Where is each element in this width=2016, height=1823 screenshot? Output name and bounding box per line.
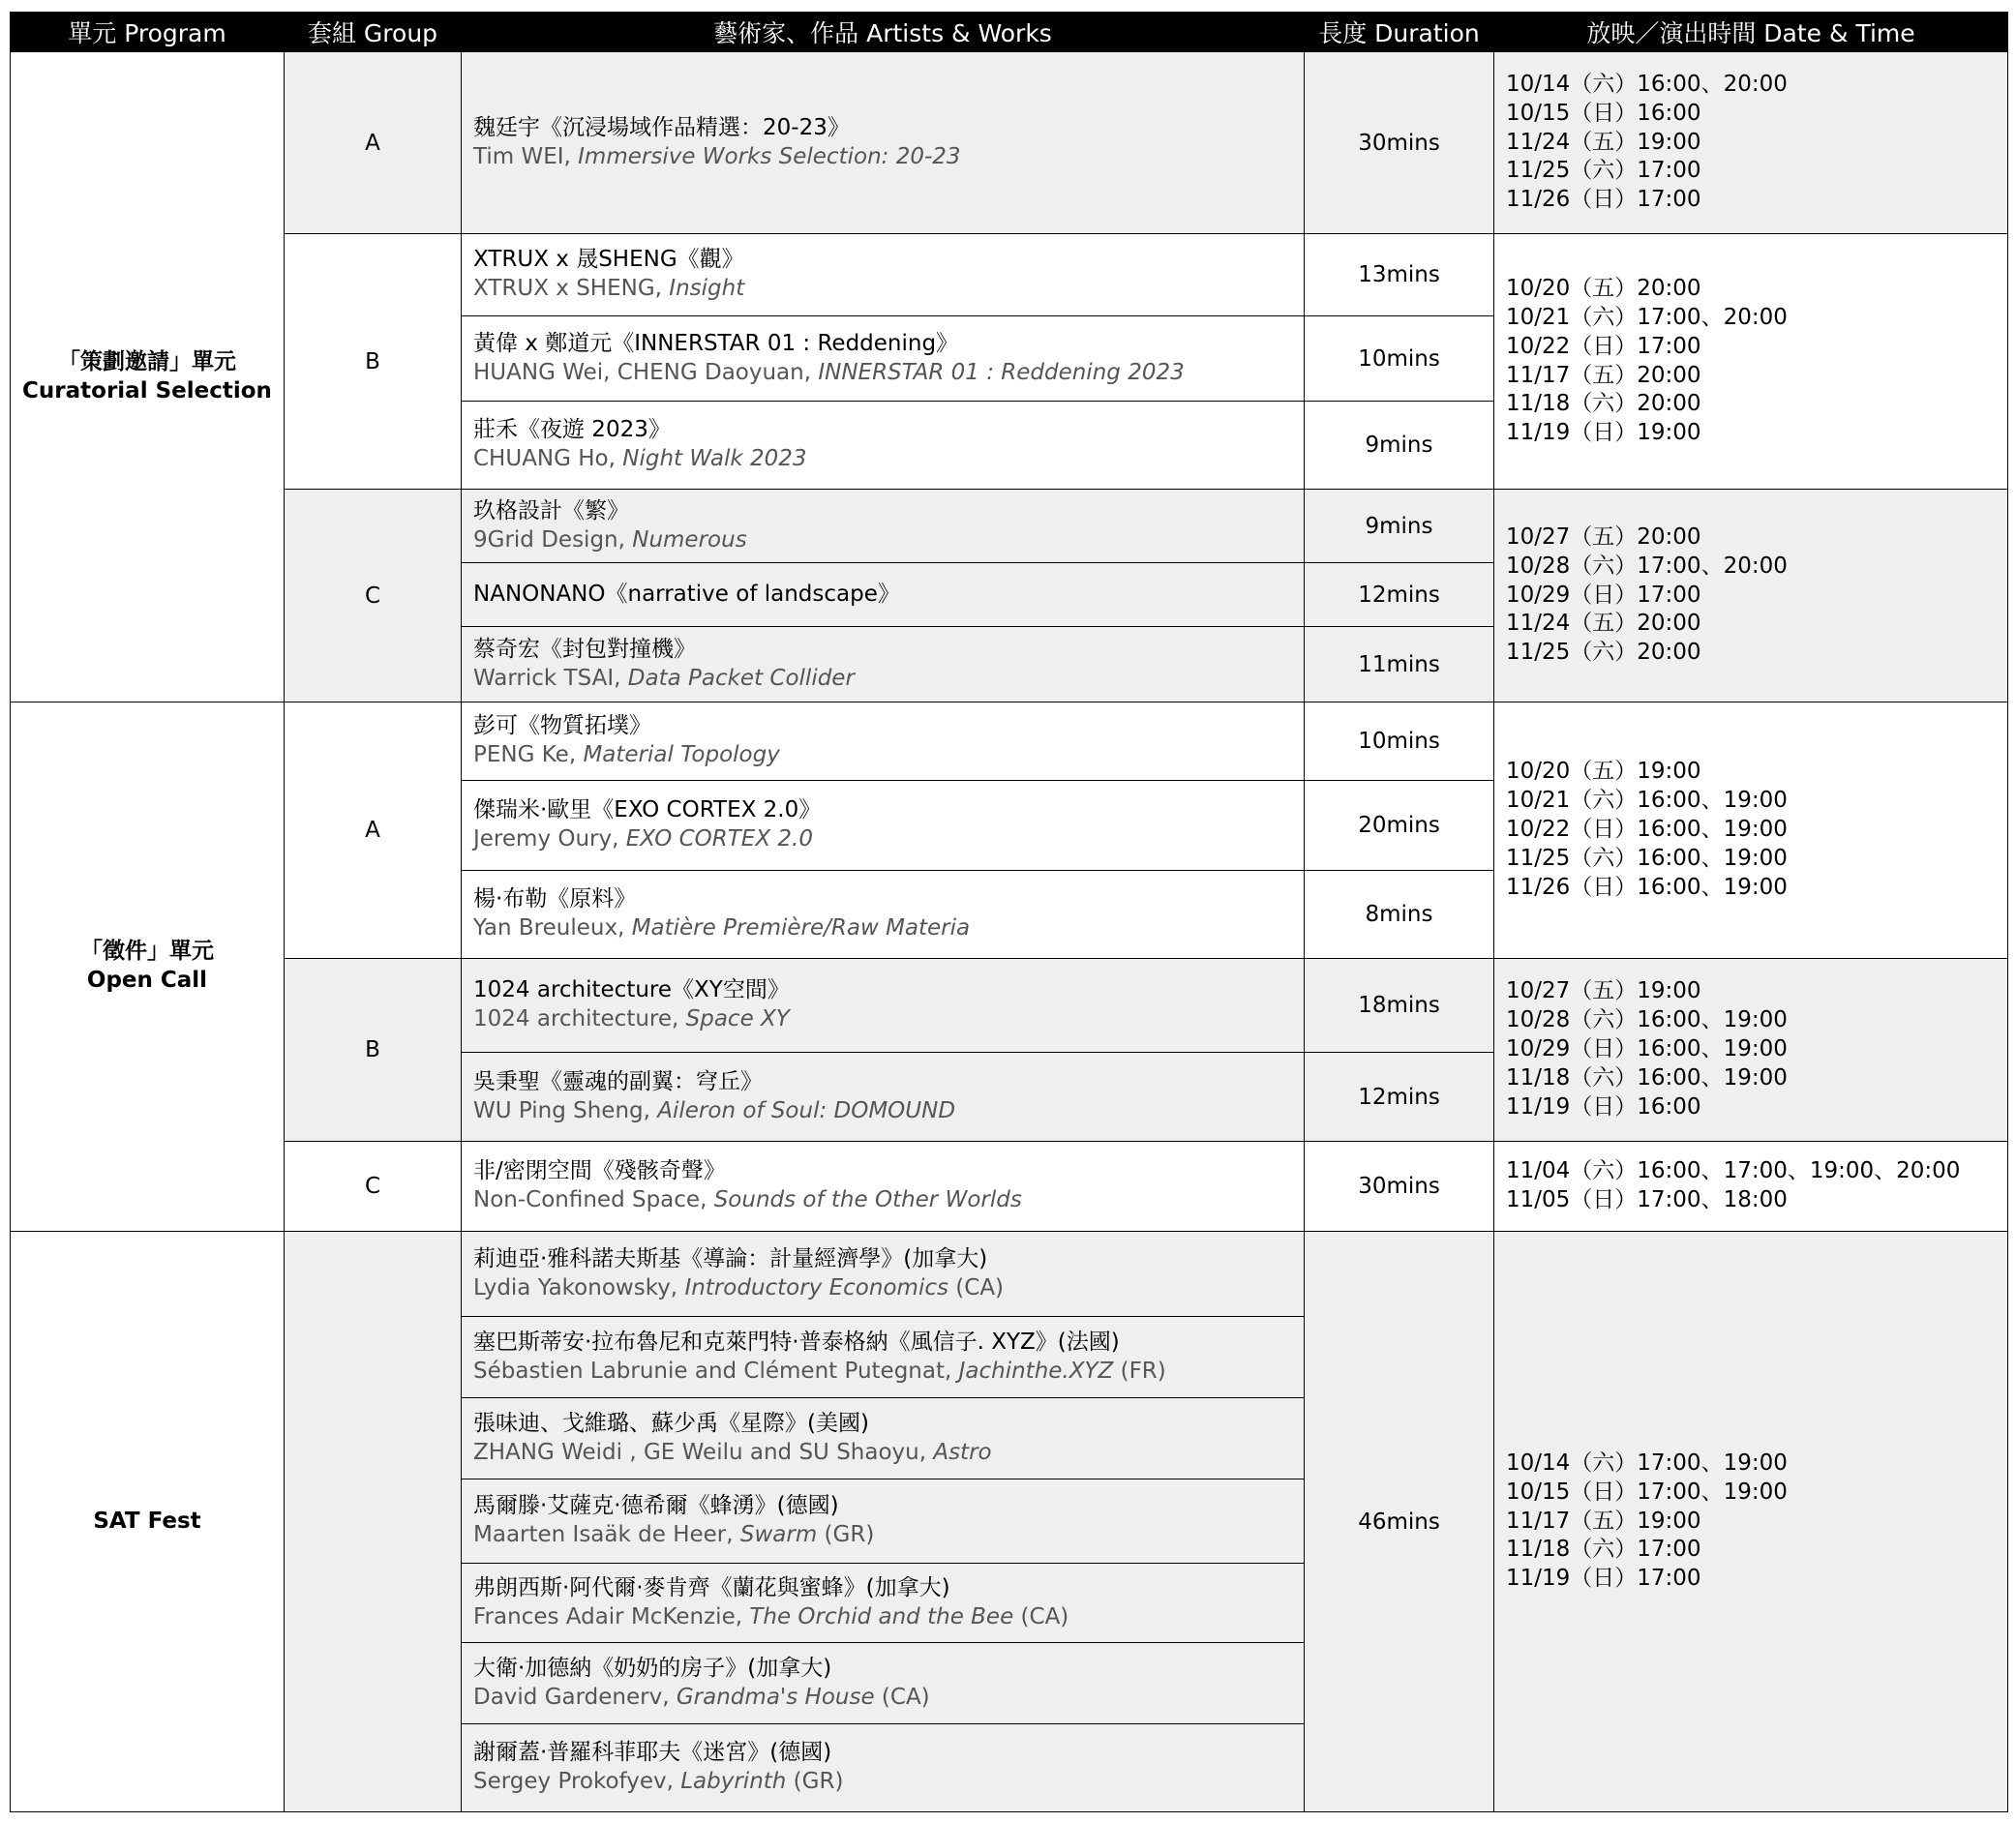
header-group: 套組 Group bbox=[285, 13, 462, 52]
date-line: 11/18（六）16:00、19:00 bbox=[1506, 1064, 1788, 1091]
duration-cell: 46mins bbox=[1305, 1232, 1494, 1812]
work-title-en bbox=[473, 1521, 1304, 1550]
table-row bbox=[11, 1142, 2008, 1232]
work-name-en: Matière Première/Raw Materia bbox=[631, 915, 971, 941]
date-line: 11/17（五）20:00 bbox=[1506, 362, 1701, 388]
date-line: 10/14（六）16:00、20:00 bbox=[1506, 71, 1788, 97]
country-code: (FR) bbox=[1113, 1358, 1166, 1384]
duration-cell: 30mins bbox=[1305, 52, 1494, 234]
artist-name-en: Tim WEI, bbox=[473, 143, 579, 169]
program-cell-satfest bbox=[11, 1232, 285, 1812]
program-name-en: Curatorial Selection bbox=[22, 377, 272, 403]
duration-cell: 13mins bbox=[1305, 234, 1494, 316]
work-name-en: Space XY bbox=[685, 1006, 790, 1031]
date-line: 10/21（六）16:00、19:00 bbox=[1506, 788, 1788, 814]
date-line: 10/15（日）17:00、19:00 bbox=[1506, 1479, 1788, 1505]
table-row bbox=[11, 234, 2008, 316]
table-row bbox=[11, 52, 2008, 234]
program-name-en: SAT Fest bbox=[93, 1508, 201, 1534]
group-cell: A bbox=[285, 702, 462, 959]
artist-name-en: Frances Adair McKenzie, bbox=[473, 1603, 750, 1629]
date-line: 10/29（日）16:00、19:00 bbox=[1506, 1036, 1788, 1062]
header-datetime: 放映／演出時間 Date & Time bbox=[1494, 13, 2008, 52]
work-title-en bbox=[473, 359, 1304, 388]
work-name-en: Labyrinth bbox=[680, 1769, 787, 1794]
duration-cell: 11mins bbox=[1305, 627, 1494, 702]
work-title-en bbox=[473, 275, 1304, 304]
duration-cell: 9mins bbox=[1305, 490, 1494, 563]
table-row bbox=[11, 702, 2008, 781]
date-line: 10/28（六）16:00、19:00 bbox=[1506, 1007, 1788, 1033]
artist-name-en: Sergey Prokofyev, bbox=[473, 1769, 681, 1794]
work-title-zh: 張味迪、戈維璐、蘇少禹《星際》(美國) bbox=[473, 1410, 869, 1436]
country-code: (CA) bbox=[874, 1684, 930, 1710]
work-name-en: Grandma's House bbox=[676, 1684, 875, 1710]
work-title-zh: 馬爾滕·艾薩克·德希爾《蜂湧》(德國) bbox=[473, 1493, 839, 1519]
work-title-en bbox=[473, 1097, 1304, 1126]
artist-name-en: 1024 architecture, bbox=[473, 1006, 686, 1031]
header-works: 藝術家、作品 Artists & Works bbox=[462, 13, 1305, 52]
date-line: 11/18（六）20:00 bbox=[1506, 391, 1701, 417]
duration-cell: 8mins bbox=[1305, 871, 1494, 959]
artist-name-en: HUANG Wei, CHENG Daoyuan, bbox=[473, 359, 819, 385]
datetime-cell bbox=[1494, 490, 2008, 702]
work-title-zh: 黃偉 x 鄭道元《INNERSTAR 01 : Reddening》 bbox=[473, 330, 959, 356]
work-title-en bbox=[473, 1358, 1304, 1387]
country-code: (CA) bbox=[1013, 1603, 1069, 1629]
work-title-en bbox=[473, 1274, 1304, 1303]
header-duration: 長度 Duration bbox=[1305, 13, 1494, 52]
work-name-en: Insight bbox=[669, 276, 745, 301]
country-code: (CA) bbox=[948, 1274, 1005, 1300]
duration-cell: 20mins bbox=[1305, 781, 1494, 871]
date-line: 10/21（六）17:00、20:00 bbox=[1506, 304, 1788, 330]
work-title-zh: NANONANO《narrative of landscape》 bbox=[473, 581, 900, 607]
date-line: 10/28（六）17:00、20:00 bbox=[1506, 553, 1788, 579]
artist-name-en: Non-Confined Space, bbox=[473, 1187, 714, 1212]
schedule-table bbox=[10, 12, 2008, 1812]
group-cell: C bbox=[285, 1142, 462, 1232]
work-title-en bbox=[473, 445, 1304, 474]
work-cell bbox=[462, 1232, 1305, 1317]
work-cell bbox=[462, 781, 1305, 871]
date-line: 11/19（日）19:00 bbox=[1506, 420, 1701, 446]
datetime-cell bbox=[1494, 959, 2008, 1142]
artist-name-en: PENG Ke, bbox=[473, 742, 584, 767]
work-cell bbox=[462, 1479, 1305, 1564]
work-title-zh: 魏廷宇《沉浸場域作品精選：20-23》 bbox=[473, 114, 850, 140]
work-title-en bbox=[473, 665, 1304, 694]
date-line: 10/22（日）16:00、19:00 bbox=[1506, 817, 1788, 843]
work-title-zh: 玖格設計《繁》 bbox=[473, 497, 629, 523]
datetime-cell bbox=[1494, 234, 2008, 490]
work-name-en: The Orchid and the Bee bbox=[749, 1603, 1014, 1629]
artist-name-en: XTRUX x SHENG, bbox=[473, 276, 670, 301]
datetime-cell bbox=[1494, 702, 2008, 959]
work-cell bbox=[462, 1317, 1305, 1398]
artist-name-en: Lydia Yakonowsky, bbox=[473, 1274, 685, 1300]
work-title-zh: XTRUX x 晟SHENG《觀》 bbox=[473, 247, 744, 273]
work-cell bbox=[462, 1724, 1305, 1812]
work-title-zh: 弗朗西斯·阿代爾·麥肯齊《蘭花與蜜蜂》(加拿大) bbox=[473, 1574, 950, 1600]
work-cell bbox=[462, 1053, 1305, 1142]
group-cell: B bbox=[285, 959, 462, 1142]
header-program: 單元 Program bbox=[11, 13, 285, 52]
work-cell bbox=[462, 627, 1305, 702]
group-cell: B bbox=[285, 234, 462, 490]
work-title-en bbox=[473, 914, 1304, 943]
work-name-en: INNERSTAR 01 : Reddening 2023 bbox=[818, 359, 1185, 385]
duration-cell: 18mins bbox=[1305, 959, 1494, 1053]
group-cell: C bbox=[285, 490, 462, 702]
work-title-en bbox=[473, 526, 1304, 555]
date-line: 11/18（六）17:00 bbox=[1506, 1537, 1701, 1563]
work-title-zh: 非/密閉空間《殘骸奇聲》 bbox=[473, 1158, 726, 1184]
work-cell bbox=[462, 316, 1305, 402]
date-line: 11/26（日）16:00、19:00 bbox=[1506, 874, 1788, 900]
work-cell bbox=[462, 1398, 1305, 1479]
date-line: 11/26（日）17:00 bbox=[1506, 187, 1701, 213]
datetime-cell bbox=[1494, 52, 2008, 234]
date-line: 11/24（五）20:00 bbox=[1506, 611, 1701, 637]
work-title-zh: 莉迪亞·雅科諾夫斯基《導論：計量經濟學》(加拿大) bbox=[473, 1245, 988, 1271]
date-line: 10/20（五）20:00 bbox=[1506, 275, 1701, 301]
date-line: 10/22（日）17:00 bbox=[1506, 333, 1701, 359]
artist-name-en: Warrick TSAI, bbox=[473, 665, 628, 691]
work-name-en: Swarm bbox=[739, 1522, 818, 1547]
work-cell bbox=[462, 959, 1305, 1053]
work-title-en bbox=[473, 1768, 1304, 1797]
date-line: 10/27（五）19:00 bbox=[1506, 978, 1701, 1004]
work-title-zh: 大衛·加德納《奶奶的房子》(加拿大) bbox=[473, 1655, 832, 1681]
work-cell bbox=[462, 490, 1305, 563]
date-line: 11/19（日）17:00 bbox=[1506, 1566, 1701, 1592]
work-title-en bbox=[473, 143, 1304, 172]
date-line: 11/04（六）16:00、17:00、19:00、20:00 bbox=[1506, 1158, 1961, 1184]
program-name-en: Open Call bbox=[86, 968, 208, 993]
date-line: 10/14（六）17:00、19:00 bbox=[1506, 1449, 1788, 1476]
work-name-en: Material Topology bbox=[583, 742, 780, 767]
work-name-en: Immersive Works Selection: 20-23 bbox=[578, 143, 961, 169]
program-name-zh: 「徵件」單元 bbox=[80, 939, 214, 965]
program-cell-curatorial bbox=[11, 52, 285, 702]
artist-name-en: CHUANG Ho, bbox=[473, 446, 623, 471]
work-name-en: Astro bbox=[933, 1439, 992, 1465]
work-title-zh: 傑瑞米·歐里《EXO CORTEX 2.0》 bbox=[473, 797, 822, 823]
work-name-en: EXO CORTEX 2.0 bbox=[625, 826, 813, 852]
date-line: 11/17（五）19:00 bbox=[1506, 1508, 1701, 1534]
work-title-en bbox=[473, 1439, 1304, 1468]
work-title-en bbox=[473, 741, 1304, 770]
work-cell bbox=[462, 702, 1305, 781]
date-line: 10/20（五）19:00 bbox=[1506, 759, 1701, 785]
artist-name-en: ZHANG Weidi , GE Weilu and SU Shaoyu, bbox=[473, 1439, 934, 1465]
date-line: 11/25（六）16:00、19:00 bbox=[1506, 845, 1788, 871]
date-line: 11/05（日）17:00、18:00 bbox=[1506, 1187, 1788, 1212]
date-line: 11/19（日）16:00 bbox=[1506, 1093, 1701, 1120]
work-title-zh: 彭可《物質拓墣》 bbox=[473, 713, 651, 739]
work-cell bbox=[462, 1643, 1305, 1724]
work-title-zh: 莊禾《夜遊 2023》 bbox=[473, 417, 671, 443]
artist-name-en: Sébastien Labrunie and Clément Putegnat, bbox=[473, 1358, 959, 1384]
work-title-zh: 楊·布勒《原料》 bbox=[473, 886, 637, 912]
work-title-zh: 吳秉聖《靈魂的副翼：穹丘》 bbox=[473, 1068, 763, 1094]
program-cell-opencall bbox=[11, 702, 285, 1232]
work-cell bbox=[462, 52, 1305, 234]
work-name-en: Numerous bbox=[632, 526, 747, 553]
duration-cell: 10mins bbox=[1305, 702, 1494, 781]
work-cell bbox=[462, 871, 1305, 959]
program-name-zh: 「策劃邀請」單元 bbox=[58, 348, 236, 374]
date-line: 10/15（日）16:00 bbox=[1506, 100, 1701, 126]
duration-cell: 12mins bbox=[1305, 1053, 1494, 1142]
work-title-en bbox=[473, 825, 1304, 854]
date-line: 11/24（五）19:00 bbox=[1506, 129, 1701, 155]
work-cell bbox=[462, 1142, 1305, 1232]
work-cell bbox=[462, 563, 1305, 627]
duration-cell: 30mins bbox=[1305, 1142, 1494, 1232]
work-title-zh: 蔡奇宏《封包對撞機》 bbox=[473, 636, 696, 662]
work-title-zh: 謝爾蓋·普羅科菲耶夫《迷宮》(德國) bbox=[473, 1740, 832, 1766]
work-name-en: Night Walk 2023 bbox=[622, 446, 807, 471]
duration-cell: 10mins bbox=[1305, 316, 1494, 402]
date-line: 11/25（六）17:00 bbox=[1506, 158, 1701, 184]
datetime-cell bbox=[1494, 1142, 2008, 1232]
table-row bbox=[11, 490, 2008, 563]
date-line: 11/25（六）20:00 bbox=[1506, 640, 1701, 666]
group-cell: A bbox=[285, 52, 462, 234]
work-name-en: Introductory Economics bbox=[684, 1274, 948, 1300]
duration-cell: 12mins bbox=[1305, 563, 1494, 627]
work-title-zh: 1024 architecture《XY空間》 bbox=[473, 977, 790, 1003]
work-name-en: Sounds of the Other Worlds bbox=[713, 1187, 1022, 1212]
work-title-en bbox=[473, 1603, 1304, 1632]
header-row bbox=[11, 13, 2008, 52]
artist-name-en: WU Ping Sheng, bbox=[473, 1097, 658, 1123]
artist-name-en: David Gardenerv, bbox=[473, 1684, 677, 1710]
work-name-en: Jachinthe.XYZ bbox=[958, 1358, 1114, 1384]
work-cell bbox=[462, 402, 1305, 490]
date-line: 10/29（日）17:00 bbox=[1506, 582, 1701, 608]
country-code: (GR) bbox=[817, 1522, 875, 1547]
work-title-zh: 塞巴斯蒂安·拉布魯尼和克萊門特·普泰格納《風信子. XYZ》(法國) bbox=[473, 1329, 1120, 1355]
work-name-en: Aileron of Soul: DOMOUND bbox=[657, 1097, 956, 1123]
work-cell bbox=[462, 1564, 1305, 1643]
table-row bbox=[11, 959, 2008, 1053]
duration-cell: 9mins bbox=[1305, 402, 1494, 490]
work-cell bbox=[462, 234, 1305, 316]
artist-name-en: Yan Breuleux, bbox=[473, 915, 632, 941]
work-title-en bbox=[473, 1186, 1304, 1215]
artist-name-en: Jeremy Oury, bbox=[473, 826, 626, 852]
work-title-en bbox=[473, 1684, 1304, 1713]
date-line: 10/27（五）20:00 bbox=[1506, 523, 1701, 550]
work-name-en: Data Packet Collider bbox=[627, 665, 855, 691]
datetime-cell bbox=[1494, 1232, 2008, 1812]
group-cell bbox=[285, 1232, 462, 1812]
table-row bbox=[11, 1232, 2008, 1317]
work-title-en bbox=[473, 1005, 1304, 1034]
country-code: (GR) bbox=[786, 1769, 844, 1794]
artist-name-en: Maarten Isaäk de Heer, bbox=[473, 1522, 740, 1547]
artist-name-en: 9Grid Design, bbox=[473, 526, 633, 553]
